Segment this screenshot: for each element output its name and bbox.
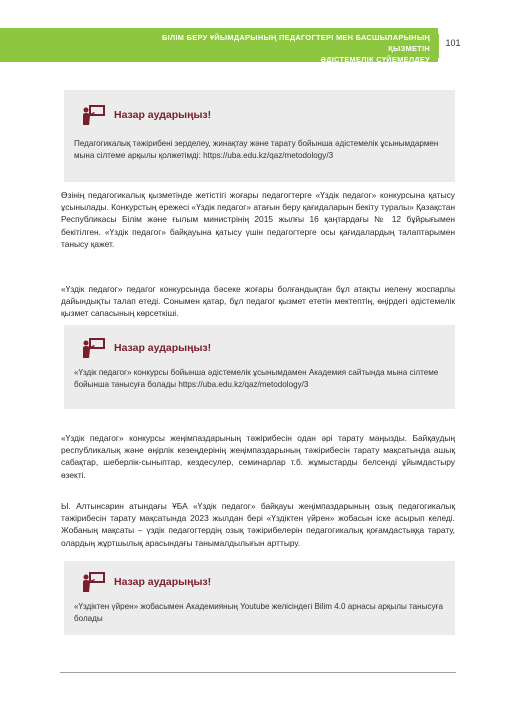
paragraph: Ы. Алтынсарин атындағы ҰБА «Үздік педагог» байқауы жеңімпаздарының озық педагогикалық тәжірибесін тарату мақсатында 2023 жылдан бері «Үздіктен үйрен» жобасын іске асырып келеді. Жобаның мақсаты – үздік педагогтердің озық тәжірибелерін педагогикалық қоғамдастыққа тарату, олардың жұртшылық арасындағы танымалдылығын арттыру. <box>61 501 455 548</box>
page-number: 101 <box>445 38 461 48</box>
attention-header <box>82 337 211 359</box>
teacher-board-icon <box>82 571 106 593</box>
attention-text: «Үздіктен үйрен» жобасымен Академияның Youtube желісіндегі Bilim 4.0 арнасы арқылы танысуға болады <box>74 602 443 623</box>
attention-box <box>64 325 455 409</box>
attention-title: Назар аударыңыз! <box>114 342 212 354</box>
teacher-board-icon <box>82 104 106 126</box>
footer-divider <box>60 672 456 673</box>
attention-title: Назар аударыңыз! <box>114 576 212 588</box>
header-title-line1: БІЛІМ БЕРУ ҰЙЫМДАРЫНЫҢ ПЕДАГОГТЕРІ МЕН БАСШЫЛАРЫНЫҢ ҚЫЗМЕТІН <box>162 33 430 53</box>
attention-header <box>82 104 211 126</box>
attention-title: Назар аударыңыз! <box>114 109 212 121</box>
teacher-board-icon <box>82 337 106 359</box>
attention-text: Педагогикалық тәжірибені зерделеу, жинақтау және тарату бойынша әдістемелік ұсынымдармен мына сілтеме арқылы қолжетімді: https://uba.edu.kz/qaz/metodology/3 <box>74 139 439 160</box>
attention-box <box>64 561 455 635</box>
paragraph: «Үздік педагог» педагог конкурсында бәсеке жоғары болғандықтан бұл атақты иелену жоспарлы дайындықты талап етеді. Сонымен қатар, бұл педагог қызмет ететін мектептің, өңірдегі әдістемелік қызмет сапасының көрсеткіші. <box>61 284 455 319</box>
header-title-line2: ӘДІСТЕМЕЛІК СҮЙЕМЕЛДЕУ <box>320 55 430 64</box>
attention-text: «Үздік педагог» конкурсы бойынша әдістемелік ұсынымдамен Академия сайтында мына сілтеме бойынша танысуға болады https://uba.edu.kz/qaz/metodology/3 <box>74 368 439 389</box>
paragraph: Өзінің педагогикалық қызметінде жетістігі жоғары педагогтерге «Үздік педагог» конкурсына қатысу ұсынылады. Конкурстың ережесі «Үздік педагог» атағын беру қағидаларын бекіту туралы» Қазақстан Республикасы Білім және ғылым министрінің 2015 жылғы 16 қаңтардағы № 12 бұйрығымен бекітілген. «Үздік педагог» байқауына қатысу үшін педагогтерге осы қағидалардың талаптарымен танысу қажет. <box>61 190 455 249</box>
attention-box <box>64 90 455 182</box>
attention-header <box>82 571 211 593</box>
running-header <box>130 32 430 65</box>
paragraph: «Үздік педагог» конкурсы жеңімпаздарының тәжірибесін одан әрі тарату маңызды. Байқаудың республикалық және өңірлік кезеңдерінің жеңімпаздарының тәжірибесін тарату мақсатында ашық сабақтар, шеберлік-сыныптар, кездесулер, семинарлар т.б. жұмыстарды белсенді ұйымдастыру өзекті. <box>61 433 455 480</box>
